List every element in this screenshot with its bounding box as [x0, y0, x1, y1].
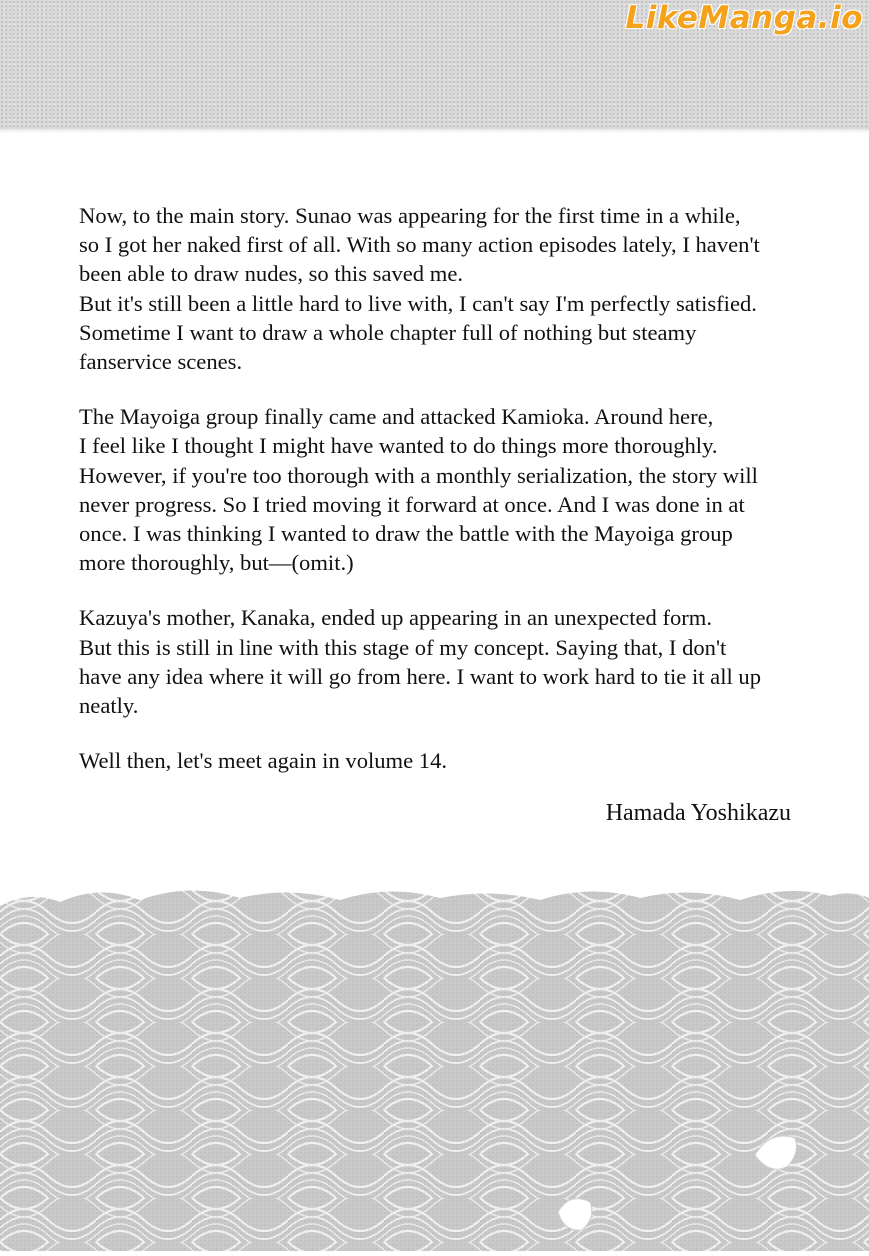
paragraph-3	[79, 603, 819, 720]
text-line: been able to draw nudes, so this saved me.	[79, 261, 463, 287]
text-line: However, if you're too thorough with a monthly serialization, the story will	[79, 462, 758, 488]
text-line: more thoroughly, but—(omit.)	[79, 550, 354, 576]
text-line: Kazuya's mother, Kanaka, ended up appearing in an unexpected form.	[79, 605, 713, 631]
text-line: neatly.	[79, 693, 139, 719]
site-watermark-logo: LikeManga.io	[625, 0, 863, 36]
text-line: The Mayoiga group finally came and attacked Kamioka. Around here,	[79, 404, 714, 430]
text-line: never progress. So I tried moving it forward at once. And I was done in at	[79, 491, 745, 517]
seigaiha-wave-art	[0, 880, 869, 1251]
author-signature: Hamada Yoshikazu	[605, 800, 791, 826]
text-line: have any idea where it will go from here. I want to work hard to tie it all up	[79, 663, 761, 689]
paragraph-4	[79, 746, 819, 775]
text-line: But it's still been a little hard to live with, I can't say I'm perfectly satisfied.	[79, 290, 757, 316]
afterword-text	[79, 201, 819, 801]
text-line: Well then, let's meet again in volume 14.	[79, 748, 448, 774]
text-line: fanservice scenes.	[79, 349, 243, 375]
text-line: But this is still in line with this stage of my concept. Saying that, I don't	[79, 634, 727, 660]
wave-pattern-decoration	[0, 880, 869, 1251]
text-line: Now, to the main story. Sunao was appearing for the first time in a while,	[79, 203, 741, 228]
text-line: Sometime I want to draw a whole chapter full of nothing but steamy	[79, 319, 697, 345]
text-line: once. I was thinking I wanted to draw the battle with the Mayoiga group	[79, 521, 733, 547]
text-line: so I got her naked first of all. With so many action episodes lately, I haven't	[79, 232, 760, 258]
paragraph-2	[79, 402, 819, 577]
text-line: I feel like I thought I might have wanted to do things more thoroughly.	[79, 433, 718, 459]
paragraph-1	[79, 201, 819, 376]
